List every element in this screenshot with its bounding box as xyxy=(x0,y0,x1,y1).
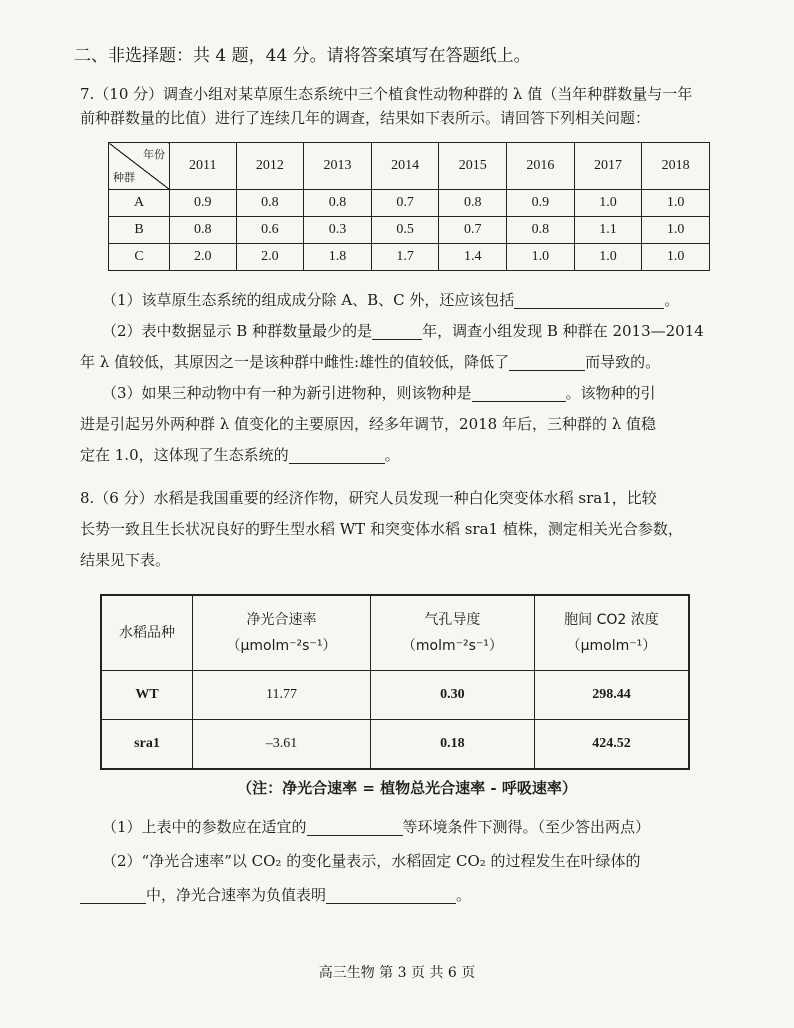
q8-part2-cont: 中，净光合速率为负值表明 。 xyxy=(80,878,734,912)
lambda-cell: 0.3 xyxy=(304,217,372,244)
lambda-cell: 0.9 xyxy=(170,190,237,217)
lambda-cell: 1.0 xyxy=(507,244,575,271)
table-row xyxy=(101,671,689,720)
lambda-cell: 0.8 xyxy=(304,190,372,217)
lambda-table xyxy=(108,142,710,271)
q8-stem-line2: 长势一致且生长状况良好的野生型水稻 WT 和突变体水稻 sra1 植株，测定相关光合参数， xyxy=(80,520,683,538)
net-rate-value: –3.61 xyxy=(193,720,371,770)
answer-blank[interactable] xyxy=(326,885,456,904)
q8-stem-line3: 结果见下表。 xyxy=(80,551,171,569)
q7-part1: （1）该草原生态系统的组成成分除 A、B、C 外，还应该包括 。 xyxy=(102,291,680,309)
lambda-cell: 1.0 xyxy=(642,217,710,244)
table-row xyxy=(101,720,689,770)
answer-blank[interactable] xyxy=(307,817,403,836)
q7-stem-line1: 7.（10 分）调查小组对某草原生态系统中三个植食性动物种群的 λ 值（当年种群数量与一年 xyxy=(80,85,693,103)
answer-blank[interactable] xyxy=(472,383,566,402)
lambda-cell: 0.6 xyxy=(236,217,304,244)
year-header: 2011 xyxy=(170,143,237,190)
co2-header: 胞间 CO2 浓度 （μmolm⁻¹） xyxy=(534,595,689,671)
answer-blank[interactable] xyxy=(514,290,664,309)
lambda-cell: 2.0 xyxy=(170,244,237,271)
q7-part3: （3）如果三种动物中有一种为新引进物种，则该物种是 。该物种的引 xyxy=(102,384,656,402)
lambda-cell: 1.0 xyxy=(642,190,710,217)
lambda-cell: 1.0 xyxy=(574,190,642,217)
answer-blank[interactable] xyxy=(289,445,385,464)
q8-stem-line1: 8.（6 分）水稻是我国重要的经济作物，研究人员发现一种白化突变体水稻 sra1，比较 xyxy=(80,489,657,507)
corner-species-label: 种群 xyxy=(113,171,135,184)
lambda-cell: 0.8 xyxy=(507,217,575,244)
table-row xyxy=(109,190,710,217)
co2-value: 298.44 xyxy=(534,671,689,720)
lambda-cell: 1.0 xyxy=(574,244,642,271)
q7-part3-cont: 进是引起另外两种群 λ 值变化的主要原因，经多年调节，2018 年后，三种群的 λ 值稳 xyxy=(80,415,657,433)
lambda-cell: 1.0 xyxy=(642,244,710,271)
stomatal-value: 0.18 xyxy=(370,720,534,770)
table-corner-cell xyxy=(109,143,170,190)
lambda-cell: 0.7 xyxy=(371,190,439,217)
lambda-cell: 0.8 xyxy=(439,190,507,217)
lambda-cell: 0.7 xyxy=(439,217,507,244)
page-footer: 高三生物 第 3 页 共 6 页 xyxy=(318,965,476,981)
year-header: 2015 xyxy=(439,143,507,190)
table-note: （注：净光合速率 = 植物总光合速率 - 呼吸速率） xyxy=(237,779,577,797)
lambda-cell: 0.5 xyxy=(371,217,439,244)
answer-blank[interactable] xyxy=(509,352,585,371)
variety-name: sra1 xyxy=(101,720,193,770)
year-header: 2018 xyxy=(642,143,710,190)
lambda-cell: 1.7 xyxy=(371,244,439,271)
stomatal-value: 0.30 xyxy=(370,671,534,720)
lambda-cell: 1.4 xyxy=(439,244,507,271)
variety-name: WT xyxy=(101,671,193,720)
stomatal-header: 气孔导度 （molm⁻²s⁻¹） xyxy=(370,595,534,671)
net-rate-value: 11.77 xyxy=(193,671,371,720)
year-header: 2014 xyxy=(371,143,439,190)
q7-part3-end: 定在 1.0，这体现了生态系统的 。 xyxy=(80,446,400,464)
answer-blank[interactable] xyxy=(372,321,422,340)
lambda-cell: 0.8 xyxy=(170,217,237,244)
photosynthesis-table-header xyxy=(101,595,689,671)
q8-part1: （1）上表中的参数应在适宜的 等环境条件下测得。（至少答出两点） xyxy=(102,818,651,836)
corner-year-label: 年份 xyxy=(143,148,165,161)
species-name: A xyxy=(109,190,170,217)
year-header: 2013 xyxy=(304,143,372,190)
lambda-cell: 0.9 xyxy=(507,190,575,217)
table-row xyxy=(109,217,710,244)
q7-part2: （2）表中数据显示 B 种群数量最少的是 年，调查小组发现 B 种群在 2013—2014 xyxy=(102,322,704,340)
co2-value: 424.52 xyxy=(534,720,689,770)
variety-header: 水稻品种 xyxy=(101,595,193,671)
photosynthesis-table xyxy=(100,594,690,770)
species-name: B xyxy=(109,217,170,244)
net-rate-header: 净光合速率 （μmolm⁻²s⁻¹） xyxy=(193,595,371,671)
lambda-cell: 1.1 xyxy=(574,217,642,244)
lambda-cell: 1.8 xyxy=(304,244,372,271)
q7-part2-cont: 年 λ 值较低，其原因之一是该种群中雌性:雄性的值较低，降低了 而导致的。 xyxy=(80,353,661,371)
lambda-table-header xyxy=(109,143,710,190)
year-header: 2017 xyxy=(574,143,642,190)
lambda-cell: 0.8 xyxy=(236,190,304,217)
table-row xyxy=(109,244,710,271)
year-header: 2016 xyxy=(507,143,575,190)
species-name: C xyxy=(109,244,170,271)
q7-stem-line2: 前种群数量的比值）进行了连续几年的调查，结果如下表所示。请回答下列相关问题： xyxy=(80,109,651,127)
answer-blank[interactable] xyxy=(80,885,146,904)
year-header: 2012 xyxy=(236,143,304,190)
lambda-cell: 2.0 xyxy=(236,244,304,271)
section-title: 二、非选择题：共 4 题，44 分。请将答案填写在答题纸上。 xyxy=(74,46,531,66)
q8-part2: （2）“净光合速率”以 CO₂ 的变化量表示，水稻固定 CO₂ 的过程发生在叶绿体的 xyxy=(102,852,641,870)
